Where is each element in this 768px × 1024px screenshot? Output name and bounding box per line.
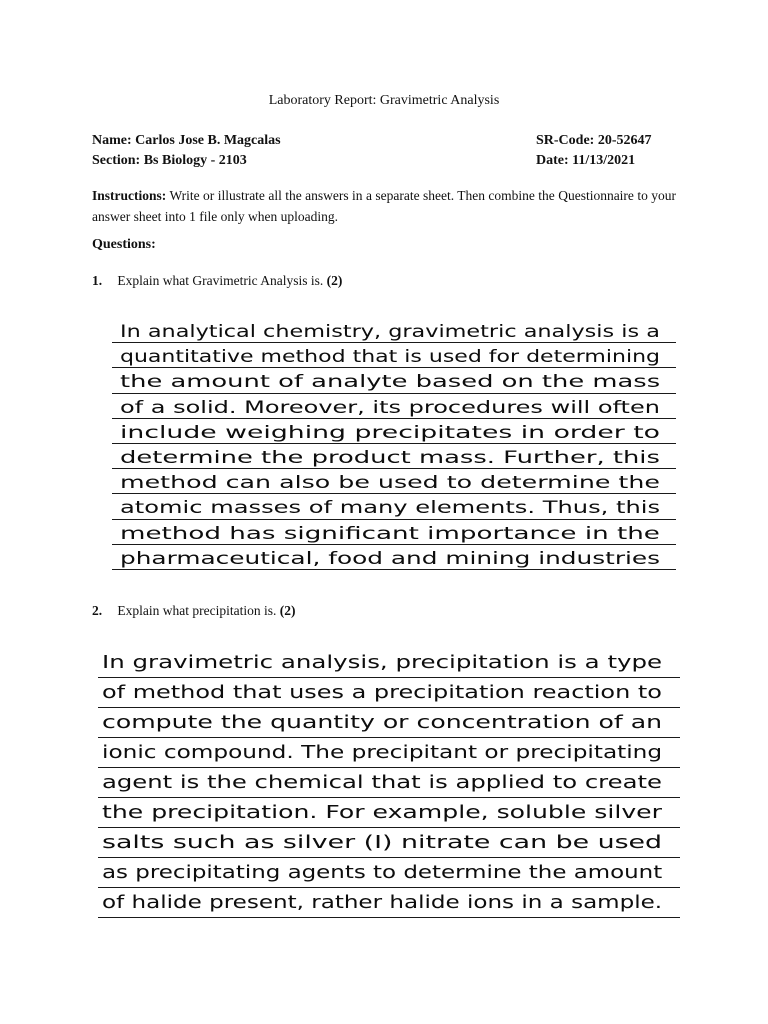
ruled-line xyxy=(112,519,676,520)
srcode-value: 20-52647 xyxy=(597,133,652,148)
handwritten-line: salts such as silver (I) nitrate can be used xyxy=(102,832,663,853)
question-2-points: (2) xyxy=(279,603,296,618)
ruled-line xyxy=(98,887,680,888)
section-field xyxy=(92,153,247,169)
handwritten-line: as precipitating agents to determine the amount xyxy=(102,862,663,883)
ruled-line xyxy=(98,737,680,738)
ruled-line xyxy=(112,418,676,419)
ruled-line xyxy=(98,857,680,858)
question-1 xyxy=(92,273,342,289)
section-label: Section: xyxy=(92,153,141,168)
date-value: 11/13/2021 xyxy=(572,153,636,168)
handwritten-line: pharmaceutical, food and mining industries xyxy=(120,548,661,569)
handwritten-line: of method that uses a precipitation reaction to xyxy=(102,682,662,703)
meta-row-1 xyxy=(92,133,676,149)
name-label: Name: xyxy=(92,133,132,148)
handwritten-line: In gravimetric analysis, precipitation is a type xyxy=(102,652,663,673)
section-value: Bs Biology - 2103 xyxy=(143,153,247,168)
handwritten-line: method can also be used to determine the xyxy=(120,473,660,494)
date-label: Date: xyxy=(536,153,569,168)
ruled-line xyxy=(98,677,680,678)
date-field xyxy=(536,153,676,169)
name-field xyxy=(92,133,281,149)
ruled-line xyxy=(112,342,676,343)
ruled-line xyxy=(112,493,676,494)
instructions-text: Write or illustrate all the answers in a separate sheet. Then combine the Questionnaire to your answer sheet into 1 file only when uploading. xyxy=(92,188,676,224)
handwritten-line: In analytical chemistry, gravimetric analysis is a xyxy=(120,322,660,342)
instructions-label: Instructions: xyxy=(92,188,167,203)
srcode-field xyxy=(536,133,676,149)
ruled-line xyxy=(112,367,676,368)
question-2-text: Explain what precipitation is. xyxy=(117,603,277,618)
question-2 xyxy=(92,603,295,619)
ruled-line xyxy=(98,707,680,708)
question-1-text: Explain what Gravimetric Analysis is. xyxy=(117,273,324,288)
handwritten-line: ionic compound. The precipitant or precipitating xyxy=(102,742,663,763)
questions-heading: Questions: xyxy=(92,237,156,252)
handwritten-line: compute the quantity or concentration of an xyxy=(102,712,663,733)
ruled-line xyxy=(98,797,680,798)
ruled-line xyxy=(112,443,676,444)
question-2-number: 2. xyxy=(92,603,103,618)
handwritten-line: of halide present, rather halide ions in a sample. xyxy=(102,892,663,913)
ruled-line xyxy=(112,544,676,545)
handwritten-line: method has significant importance in the xyxy=(120,523,660,544)
handwritten-line: of a solid. Moreover, its procedures will often xyxy=(120,397,660,418)
handwritten-line: agent is the chemical that is applied to create xyxy=(102,772,662,793)
question-1-points: (2) xyxy=(326,273,343,288)
ruled-line xyxy=(98,917,680,918)
question-1-number: 1. xyxy=(92,273,103,288)
handwritten-line: the amount of analyte based on the mass xyxy=(120,372,661,393)
ruled-line xyxy=(98,767,680,768)
ruled-line xyxy=(98,827,680,828)
meta-row-2 xyxy=(92,153,676,169)
srcode-label: SR-Code: xyxy=(536,133,595,148)
report-title: Laboratory Report: Gravimetric Analysis xyxy=(268,93,500,108)
handwritten-line: atomic masses of many elements. Thus, this xyxy=(120,498,661,519)
instructions xyxy=(92,185,676,227)
handwritten-line: quantitative method that is used for determining xyxy=(120,347,660,368)
handwritten-line: the precipitation. For example, soluble silver xyxy=(102,802,662,823)
ruled-line xyxy=(112,393,676,394)
handwritten-line: include weighing precipitates in order to xyxy=(120,422,661,443)
handwritten-line: determine the product mass. Further, this xyxy=(120,448,660,468)
ruled-line xyxy=(112,468,676,469)
ruled-line xyxy=(112,569,676,570)
name-value: Carlos Jose B. Magcalas xyxy=(135,133,281,148)
